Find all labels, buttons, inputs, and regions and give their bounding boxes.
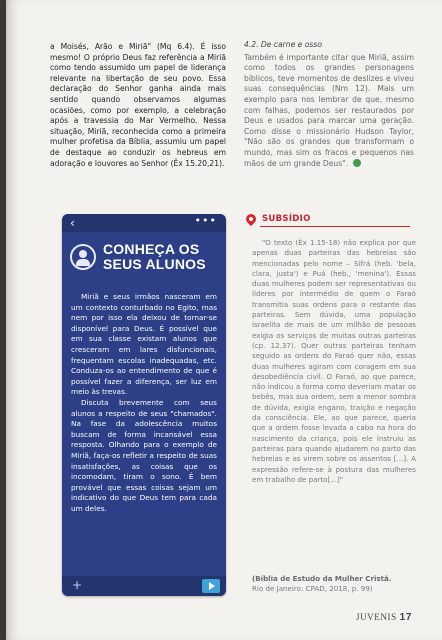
- page-footer: [356, 612, 412, 623]
- subsidio-reference: [252, 574, 422, 595]
- card-title: [103, 242, 223, 272]
- card-title-line-2: SEUS ALUNOS: [103, 256, 206, 272]
- section-title: 4.2. De carne e osso: [244, 40, 322, 49]
- card-header: [70, 242, 220, 282]
- subsidio-divider: [260, 226, 410, 227]
- left-column-text: a Moisés, Arão e Miriã" (Mq 6.4). É isso mesmo! O próprio Deus faz referência a Miriã como tendo assumido um papel de liderança relevante na libertação de seu povo. Essa declaração do Senhor ganha ainda mais sentido quando observamos algumas ocasiões, como por exemplo, a celebração após a travessia do Mar Vermelho. Nessa situação, Miriã, reconhecida como a primeira mulher profetisa da Bíblia, assumiu um papel de destaque ao conduzir os hebreus em adoração e louvores ao Senhor (Êx 15.20,21).: [50, 42, 226, 168]
- student-card: [62, 214, 226, 596]
- page-number: 17: [399, 612, 412, 623]
- magazine-page: [6, 0, 442, 640]
- end-mark-icon: [353, 159, 361, 167]
- card-body: [71, 292, 217, 514]
- more-options-icon: •••: [194, 214, 217, 227]
- back-icon: ‹: [70, 216, 75, 230]
- subsidio-text: "O texto (Êx 1.15-18) não explica por que apenas duas parteiras das hebreias são mencionadas pelo nome – Sifrá (heb. 'bela, clara, justa') e Puá (heb., 'menina'). Essas duas mulheres podem ser representativas ou líderes por intermédio de quem o Faraó transmitia suas ordens para o restante das parteiras. Sem dúvida, uma população israelita de mais de um milhão de pessoas exigia os serviços de muitas outras parteiras (cp. 12.37). Quer outras parteiras tenham seguido as ordens do Faraó quer não, essas duas mulheres agiram com coragem em sua desobediência civil. O Faraó, ao que parece, não indicou a forma como deveriam matar os bebês, mas sua ordem, sem a menor sombra de dúvida, exigia engano, traição e negação da consciência. Ele, ao que parece, queria que a ordem fosse levada a cabo na hora do nascimento da criança, pois ele instruiu as parteiras para quando ajudarem no parto das hebreias e as virem sobre os assentos [...]. A expressão refere-se à postura das mulheres em trabalho de parto[...]": [252, 238, 416, 484]
- user-icon: [70, 244, 96, 270]
- card-title-line-1: CONHEÇA OS: [103, 241, 200, 257]
- pin-icon: [244, 212, 258, 226]
- card-toolbar: [62, 214, 226, 232]
- reference-title: (Bíblia de Estudo da Mulher Cristã.: [252, 574, 392, 583]
- right-column-text: Também é importante citar que Miriã, assim como todos os grandes personagens bíblicos, teve momentos de deslizes e viveu suas consequências (Nm 12). Mais um exemplo para nos lembrar de que, mesmo com falhas, podemos ser restaurados por Deus e usados para marcar uma geração. Como disse o missionário Hudson Taylor, "Não são os grandes que transformam o mundo, mas sim os fracos e pequenos nas mãos de um grande Deus".: [244, 52, 414, 168]
- footer-label: JUVENIS: [355, 612, 397, 622]
- reference-publisher: Rio de Janeiro: CPAD, 2018, p. 99): [252, 584, 373, 594]
- right-column: [244, 40, 414, 169]
- card-paragraph-1: Miriã e seus irmãos nasceram em um contexto conturbado no Egito, mas nem por isso ela deixou de tornar-se disponível para Deus. É possível que em sua classe existam alunos que cresceram em lares disfuncionais, frequentam escolas inadequadas, etc. Conduza-os ao entendimento de que é possível fazer a diferença, ser luz em meio às trevas.: [71, 292, 217, 397]
- card-paragraph-2: Discuta brevemente com seus alunos a respeito de seus "chamados". Na fase da adolescência muitos buscam de forma incansável essa resposta. Olhando para o exemplo de Miriã, faça-os refletir a respeito de suas insatisfações, as coisas que os incomodam, tiram o sono. É bem provável que essas coisas sejam um indicativo do que Deus tem para cada um deles.: [71, 397, 217, 513]
- play-icon: [202, 579, 220, 593]
- card-footer: [62, 576, 226, 596]
- plus-icon: +: [72, 578, 83, 592]
- subsidio-title: SUBSÍDIO: [262, 214, 311, 224]
